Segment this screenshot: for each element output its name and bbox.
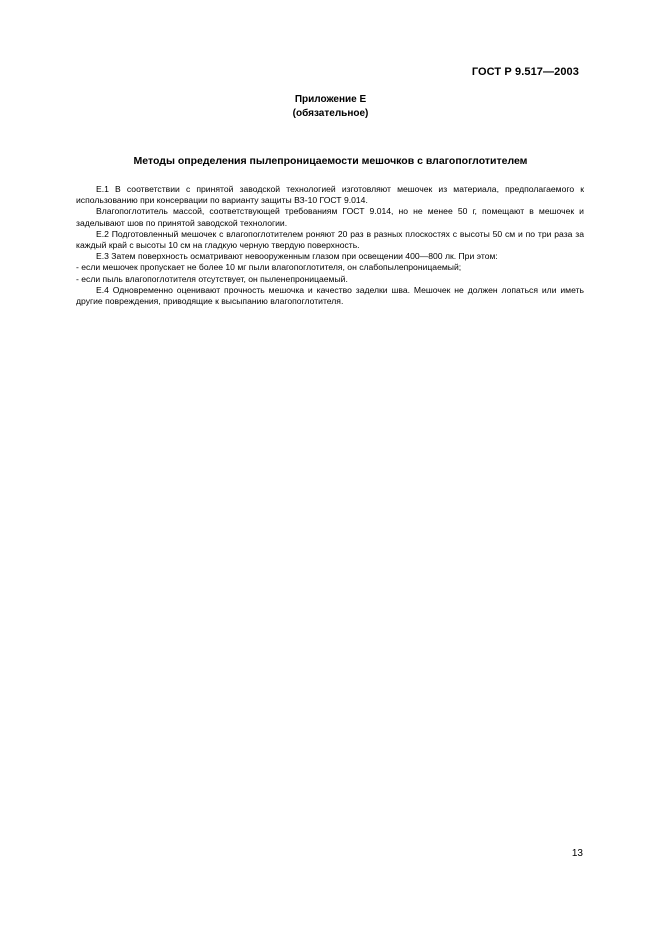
section-title: Методы определения пылепроницаемости мешочков с влагопоглотителем — [133, 155, 528, 167]
appendix-status: (обязательное) — [292, 108, 369, 119]
paragraph-desiccant: Влагопоглотитель массой, соответствующей требованиям ГОСТ 9.014, но не менее 50 г, помещают в мешочек и заделывают шов по принятой заводской технологии. — [76, 206, 584, 228]
page-number: 13 — [571, 848, 583, 859]
list-item-low-permeable: - если мешочек пропускает не более 10 мг пыли влагопоглотителя, он слабопылепроницаемый; — [76, 262, 462, 273]
paragraph-e4: Е.4 Одновременно оценивают прочность мешочка и качество заделки шва. Мешочек не должен лопаться или иметь другие повреждения, приводящие к высыпанию влагопоглотителя. — [76, 284, 584, 307]
paragraph-e3: Е.3 Затем поверхность осматривают невооруженным глазом при освещении 400—800 лк. При этом: — [96, 251, 498, 262]
paragraph-e1: Е.1 В соответствии с принятой заводской технологией изготовляют мешочек из материала, предполагаемого к использованию при консервации по варианту защиты ВЗ-10 ГОСТ 9.014. — [76, 184, 584, 206]
appendix-heading — [0, 93, 661, 121]
body-text — [76, 184, 584, 307]
paragraph-e2: Е.2 Подготовленный мешочек с влагопоглотителем роняют 20 раз в разных плоскостях с высоты 50 см и по три раза за каждый край с высоты 10 см на гладкую черную твердую поверхность. — [76, 228, 584, 251]
document-code: ГОСТ Р 9.517—2003 — [471, 66, 579, 78]
list-item-impermeable: - если пыль влагопоглотителя отсутствует, он пыленепроницаемый. — [76, 273, 348, 284]
appendix-title: Приложение Е — [294, 94, 367, 105]
